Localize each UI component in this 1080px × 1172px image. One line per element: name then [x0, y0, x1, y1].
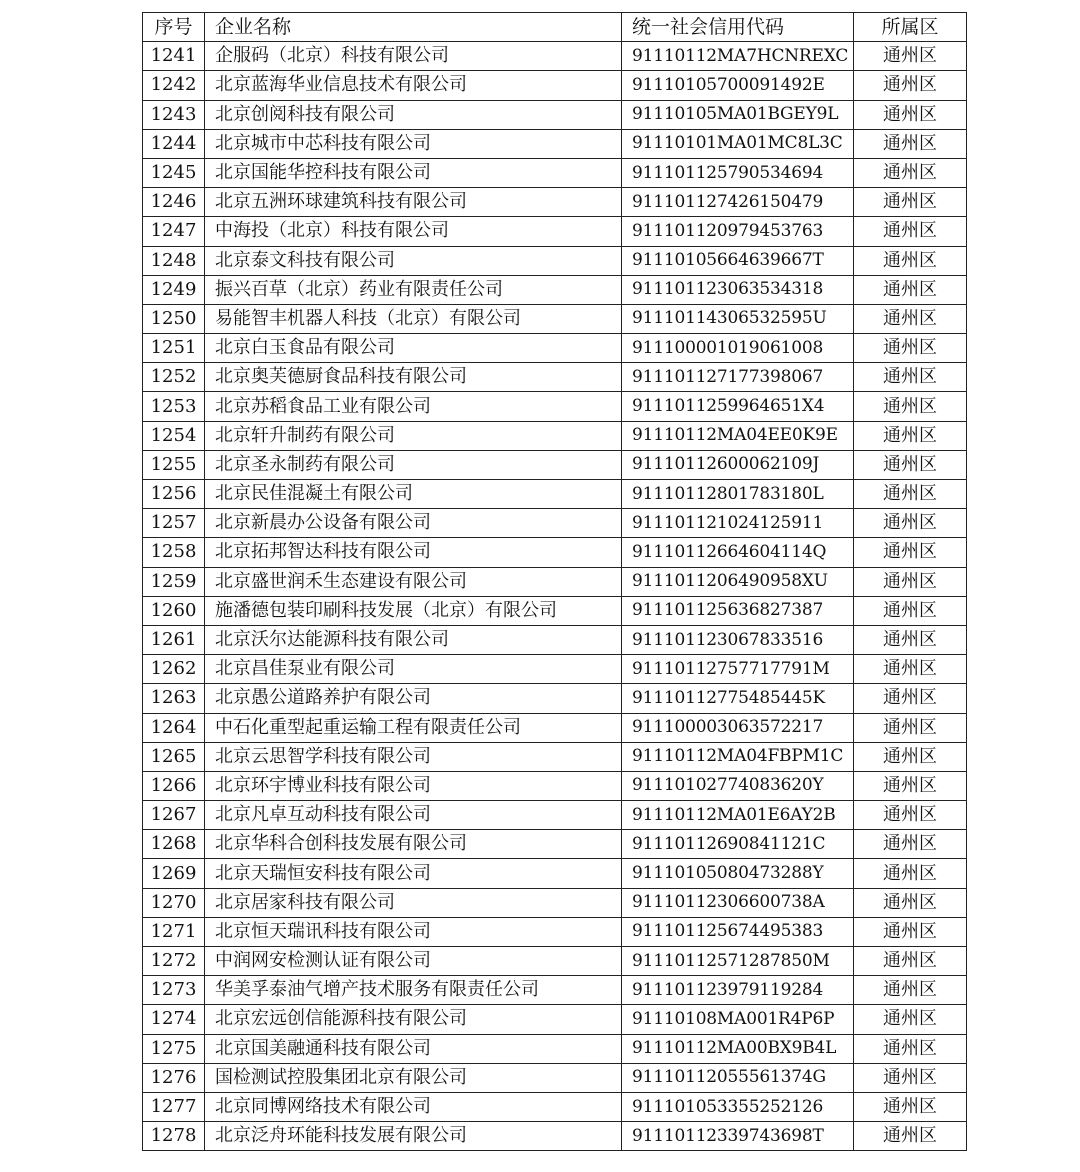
- cell-district: 通州区: [854, 334, 967, 363]
- cell-credit-code: 911101125636827387: [622, 596, 854, 625]
- cell-company-name: 北京凡卓互动科技有限公司: [205, 801, 622, 830]
- cell-credit-code: 91110112775485445K: [622, 684, 854, 713]
- cell-credit-code: 911101127426150479: [622, 188, 854, 217]
- cell-district: 通州区: [854, 100, 967, 129]
- cell-district: 通州区: [854, 830, 967, 859]
- cell-company-name: 华美孚泰油气增产技术服务有限责任公司: [205, 976, 622, 1005]
- cell-company-name: 北京恒天瑞讯科技有限公司: [205, 917, 622, 946]
- table-row: [143, 1034, 967, 1063]
- company-table: [142, 12, 967, 1151]
- cell-company-name: 北京白玉食品有限公司: [205, 334, 622, 363]
- cell-no: 1264: [143, 713, 205, 742]
- cell-credit-code: 91110105664639667T: [622, 246, 854, 275]
- cell-district: 通州区: [854, 859, 967, 888]
- cell-company-name: 北京国能华控科技有限公司: [205, 158, 622, 187]
- cell-no: 1258: [143, 538, 205, 567]
- cell-district: 通州区: [854, 1092, 967, 1121]
- cell-no: 1277: [143, 1092, 205, 1121]
- cell-no: 1275: [143, 1034, 205, 1063]
- cell-credit-code: 91110112MA01E6AY2B: [622, 801, 854, 830]
- cell-no: 1253: [143, 392, 205, 421]
- cell-district: 通州区: [854, 713, 967, 742]
- table-row: [143, 275, 967, 304]
- cell-district: 通州区: [854, 158, 967, 187]
- cell-no: 1265: [143, 742, 205, 771]
- table-row: [143, 480, 967, 509]
- cell-no: 1262: [143, 655, 205, 684]
- cell-district: 通州区: [854, 217, 967, 246]
- cell-district: 通州区: [854, 655, 967, 684]
- header-code: 统一社会信用代码: [622, 13, 854, 42]
- cell-credit-code: 911101123979119284: [622, 976, 854, 1005]
- table-row: [143, 625, 967, 654]
- cell-company-name: 中润网安检测认证有限公司: [205, 947, 622, 976]
- cell-credit-code: 911101120979453763: [622, 217, 854, 246]
- cell-no: 1241: [143, 42, 205, 71]
- table-row: [143, 655, 967, 684]
- cell-no: 1274: [143, 1005, 205, 1034]
- cell-credit-code: 911101125790534694: [622, 158, 854, 187]
- cell-company-name: 中海投（北京）科技有限公司: [205, 217, 622, 246]
- cell-district: 通州区: [854, 947, 967, 976]
- table-row: [143, 42, 967, 71]
- cell-district: 通州区: [854, 567, 967, 596]
- cell-district: 通州区: [854, 129, 967, 158]
- cell-no: 1270: [143, 888, 205, 917]
- cell-company-name: 中石化重型起重运输工程有限责任公司: [205, 713, 622, 742]
- table-row: [143, 392, 967, 421]
- cell-credit-code: 911100001019061008: [622, 334, 854, 363]
- table-row: [143, 771, 967, 800]
- cell-no: 1271: [143, 917, 205, 946]
- cell-company-name: 易能智丰机器人科技（北京）有限公司: [205, 304, 622, 333]
- cell-credit-code: 91110112600062109J: [622, 450, 854, 479]
- cell-company-name: 北京创阅科技有限公司: [205, 100, 622, 129]
- cell-company-name: 北京宏远创信能源科技有限公司: [205, 1005, 622, 1034]
- cell-district: 通州区: [854, 363, 967, 392]
- cell-no: 1260: [143, 596, 205, 625]
- cell-no: 1259: [143, 567, 205, 596]
- table-body: [143, 42, 967, 1151]
- cell-credit-code: 91110112MA00BX9B4L: [622, 1034, 854, 1063]
- cell-credit-code: 91110105MA01BGEY9L: [622, 100, 854, 129]
- cell-credit-code: 91110105700091492E: [622, 71, 854, 100]
- cell-district: 通州区: [854, 275, 967, 304]
- header-district: 所属区: [854, 13, 967, 42]
- cell-company-name: 北京泛舟环能科技发展有限公司: [205, 1122, 622, 1151]
- cell-company-name: 北京居家科技有限公司: [205, 888, 622, 917]
- cell-district: 通州区: [854, 509, 967, 538]
- table-row: [143, 1063, 967, 1092]
- cell-credit-code: 911101125674495383: [622, 917, 854, 946]
- cell-company-name: 北京昌佳泵业有限公司: [205, 655, 622, 684]
- cell-no: 1247: [143, 217, 205, 246]
- cell-credit-code: 91110112664604114Q: [622, 538, 854, 567]
- cell-credit-code: 91110112MA7HCNREXC: [622, 42, 854, 71]
- cell-company-name: 北京环宇博业科技有限公司: [205, 771, 622, 800]
- cell-district: 通州区: [854, 742, 967, 771]
- table-row: [143, 509, 967, 538]
- cell-credit-code: 911101123063534318: [622, 275, 854, 304]
- cell-company-name: 北京泰文科技有限公司: [205, 246, 622, 275]
- cell-company-name: 北京盛世润禾生态建设有限公司: [205, 567, 622, 596]
- cell-district: 通州区: [854, 42, 967, 71]
- cell-credit-code: 91110112306600738A: [622, 888, 854, 917]
- table-row: [143, 742, 967, 771]
- cell-no: 1255: [143, 450, 205, 479]
- table-row: [143, 684, 967, 713]
- cell-district: 通州区: [854, 421, 967, 450]
- cell-district: 通州区: [854, 450, 967, 479]
- cell-company-name: 北京拓邦智达科技有限公司: [205, 538, 622, 567]
- cell-no: 1245: [143, 158, 205, 187]
- cell-district: 通州区: [854, 1005, 967, 1034]
- cell-district: 通州区: [854, 246, 967, 275]
- cell-credit-code: 91110112571287850M: [622, 947, 854, 976]
- cell-company-name: 施潘德包装印刷科技发展（北京）有限公司: [205, 596, 622, 625]
- cell-company-name: 国检测试控股集团北京有限公司: [205, 1063, 622, 1092]
- cell-company-name: 北京同博网络技术有限公司: [205, 1092, 622, 1121]
- table-row: [143, 334, 967, 363]
- cell-credit-code: 91110112757717791M: [622, 655, 854, 684]
- cell-company-name: 振兴百草（北京）药业有限责任公司: [205, 275, 622, 304]
- cell-no: 1244: [143, 129, 205, 158]
- cell-company-name: 北京圣永制药有限公司: [205, 450, 622, 479]
- cell-credit-code: 91110112MA04EE0K9E: [622, 421, 854, 450]
- cell-credit-code: 911101127177398067: [622, 363, 854, 392]
- cell-district: 通州区: [854, 71, 967, 100]
- cell-company-name: 北京民佳混凝土有限公司: [205, 480, 622, 509]
- table-row: [143, 100, 967, 129]
- header-no: 序号: [143, 13, 205, 42]
- cell-district: 通州区: [854, 771, 967, 800]
- cell-no: 1278: [143, 1122, 205, 1151]
- cell-no: 1251: [143, 334, 205, 363]
- cell-no: 1257: [143, 509, 205, 538]
- table-row: [143, 596, 967, 625]
- cell-district: 通州区: [854, 480, 967, 509]
- cell-company-name: 北京国美融通科技有限公司: [205, 1034, 622, 1063]
- cell-district: 通州区: [854, 596, 967, 625]
- cell-credit-code: 91110102774083620Y: [622, 771, 854, 800]
- cell-credit-code: 91110112055561374G: [622, 1063, 854, 1092]
- cell-no: 1267: [143, 801, 205, 830]
- header-row: [143, 13, 967, 42]
- table-row: [143, 976, 967, 1005]
- cell-company-name: 企服码（北京）科技有限公司: [205, 42, 622, 71]
- cell-no: 1272: [143, 947, 205, 976]
- cell-no: 1242: [143, 71, 205, 100]
- cell-company-name: 北京沃尔达能源科技有限公司: [205, 625, 622, 654]
- table-row: [143, 129, 967, 158]
- cell-district: 通州区: [854, 917, 967, 946]
- cell-no: 1256: [143, 480, 205, 509]
- cell-credit-code: 91110108MA001R4P6P: [622, 1005, 854, 1034]
- header-name: 企业名称: [205, 13, 622, 42]
- cell-no: 1268: [143, 830, 205, 859]
- cell-district: 通州区: [854, 801, 967, 830]
- cell-no: 1261: [143, 625, 205, 654]
- cell-credit-code: 91110114306532595U: [622, 304, 854, 333]
- cell-credit-code: 911101053355252126: [622, 1092, 854, 1121]
- table-row: [143, 1092, 967, 1121]
- table-row: [143, 859, 967, 888]
- cell-company-name: 北京新晨办公设备有限公司: [205, 509, 622, 538]
- cell-district: 通州区: [854, 538, 967, 567]
- cell-company-name: 北京五洲环球建筑科技有限公司: [205, 188, 622, 217]
- cell-district: 通州区: [854, 1034, 967, 1063]
- cell-credit-code: 9111011259964651X4: [622, 392, 854, 421]
- cell-district: 通州区: [854, 392, 967, 421]
- table-row: [143, 917, 967, 946]
- cell-credit-code: 91110105080473288Y: [622, 859, 854, 888]
- cell-company-name: 北京愚公道路养护有限公司: [205, 684, 622, 713]
- cell-no: 1252: [143, 363, 205, 392]
- cell-credit-code: 91110101MA01MC8L3C: [622, 129, 854, 158]
- cell-no: 1254: [143, 421, 205, 450]
- table-row: [143, 217, 967, 246]
- cell-credit-code: 911101123067833516: [622, 625, 854, 654]
- table-row: [143, 188, 967, 217]
- cell-no: 1266: [143, 771, 205, 800]
- cell-credit-code: 91110112MA04FBPM1C: [622, 742, 854, 771]
- cell-no: 1273: [143, 976, 205, 1005]
- table-row: [143, 1005, 967, 1034]
- table-row: [143, 801, 967, 830]
- cell-no: 1243: [143, 100, 205, 129]
- cell-company-name: 北京天瑞恒安科技有限公司: [205, 859, 622, 888]
- cell-credit-code: 91110112339743698T: [622, 1122, 854, 1151]
- table-row: [143, 947, 967, 976]
- cell-district: 通州区: [854, 684, 967, 713]
- cell-credit-code: 911101121024125911: [622, 509, 854, 538]
- cell-credit-code: 91110112690841121C: [622, 830, 854, 859]
- table-row: [143, 888, 967, 917]
- cell-district: 通州区: [854, 888, 967, 917]
- cell-district: 通州区: [854, 976, 967, 1005]
- cell-no: 1248: [143, 246, 205, 275]
- cell-company-name: 北京奥芙德厨食品科技有限公司: [205, 363, 622, 392]
- table-row: [143, 71, 967, 100]
- table-row: [143, 830, 967, 859]
- cell-no: 1246: [143, 188, 205, 217]
- cell-company-name: 北京华科合创科技发展有限公司: [205, 830, 622, 859]
- table-row: [143, 304, 967, 333]
- cell-company-name: 北京轩升制药有限公司: [205, 421, 622, 450]
- table-row: [143, 246, 967, 275]
- table-row: [143, 450, 967, 479]
- cell-company-name: 北京云思智学科技有限公司: [205, 742, 622, 771]
- cell-district: 通州区: [854, 188, 967, 217]
- cell-district: 通州区: [854, 1122, 967, 1151]
- table-row: [143, 1122, 967, 1151]
- table-row: [143, 158, 967, 187]
- table-row: [143, 713, 967, 742]
- cell-no: 1269: [143, 859, 205, 888]
- table-row: [143, 567, 967, 596]
- cell-company-name: 北京苏稻食品工业有限公司: [205, 392, 622, 421]
- cell-credit-code: 911100003063572217: [622, 713, 854, 742]
- cell-district: 通州区: [854, 625, 967, 654]
- cell-district: 通州区: [854, 1063, 967, 1092]
- cell-company-name: 北京城市中芯科技有限公司: [205, 129, 622, 158]
- cell-no: 1249: [143, 275, 205, 304]
- cell-no: 1263: [143, 684, 205, 713]
- table-row: [143, 538, 967, 567]
- cell-credit-code: 9111011206490958XU: [622, 567, 854, 596]
- table-row: [143, 363, 967, 392]
- cell-no: 1276: [143, 1063, 205, 1092]
- cell-company-name: 北京蓝海华业信息技术有限公司: [205, 71, 622, 100]
- cell-no: 1250: [143, 304, 205, 333]
- table-row: [143, 421, 967, 450]
- cell-district: 通州区: [854, 304, 967, 333]
- cell-credit-code: 91110112801783180L: [622, 480, 854, 509]
